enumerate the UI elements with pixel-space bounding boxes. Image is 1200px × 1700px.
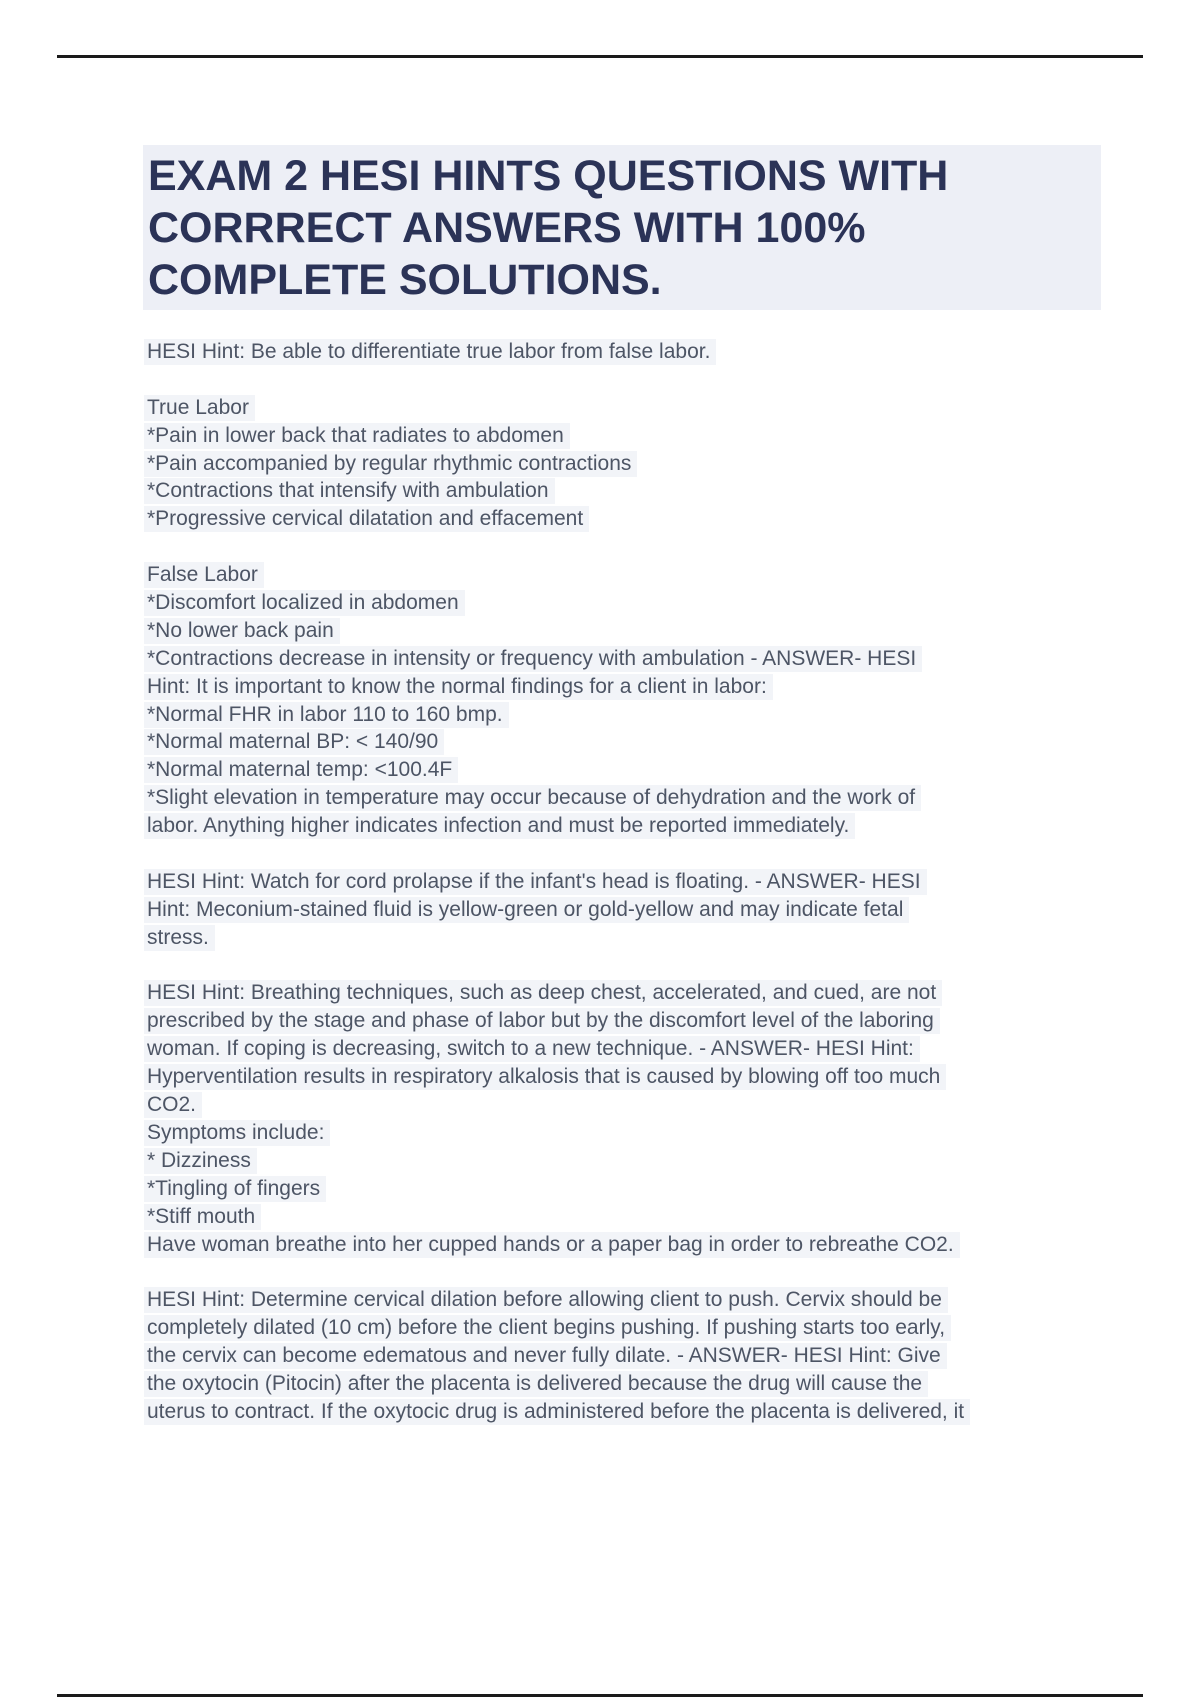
text-line: completely dilated (10 cm) before the client begins pushing. If pushing starts too early,: [144, 1315, 951, 1341]
text-line: the cervix can become edematous and never fully dilate. - ANSWER- HESI Hint: Give: [144, 1343, 947, 1369]
text-line: labor. Anything higher indicates infection and must be reported immediately.: [144, 813, 855, 839]
text-line: Hint: It is important to know the normal findings for a client in labor:: [144, 674, 773, 700]
text-line: prescribed by the stage and phase of labor but by the discomfort level of the laboring: [144, 1008, 940, 1034]
paragraph: [147, 1286, 1137, 1425]
text-line: *Contractions decrease in intensity or frequency with ambulation - ANSWER- HESI: [144, 646, 922, 672]
text-line: Symptoms include:: [144, 1120, 330, 1146]
text-line: woman. If coping is decreasing, switch to a new technique. - ANSWER- HESI Hint:: [144, 1036, 920, 1062]
text-line: True Labor: [144, 395, 255, 421]
text-line: Hint: Meconium-stained fluid is yellow-green or gold-yellow and may indicate fetal: [144, 897, 909, 923]
page-title-line: COMPLETE SOLUTIONS.: [148, 256, 662, 304]
text-line: Have woman breathe into her cupped hands or a paper bag in order to rebreathe CO2.: [144, 1232, 960, 1258]
text-line: *Stiff mouth: [144, 1204, 261, 1230]
text-line: *Contractions that intensify with ambulation: [144, 478, 555, 504]
page-title-line: EXAM 2 HESI HINTS QUESTIONS WITH: [148, 152, 949, 200]
paragraph: [147, 394, 1137, 533]
text-line: CO2.: [144, 1092, 202, 1118]
text-line: *Normal FHR in labor 110 to 160 bmp.: [144, 702, 509, 728]
top-rule: [57, 55, 1143, 58]
text-line: uterus to contract. If the oxytocic drug is administered before the placenta is delivered, it: [144, 1399, 970, 1425]
paragraph: [147, 868, 1137, 952]
text-line: False Labor: [144, 562, 264, 588]
text-line: *Normal maternal BP: < 140/90: [144, 729, 444, 755]
text-line: stress.: [144, 925, 215, 951]
text-line: *Tingling of fingers: [144, 1176, 326, 1202]
text-line: * Dizziness: [144, 1148, 257, 1174]
text-line: HESI Hint: Be able to differentiate true labor from false labor.: [144, 339, 716, 365]
text-line: HESI Hint: Breathing techniques, such as deep chest, accelerated, and cued, are not: [144, 980, 942, 1006]
document-body: [147, 338, 1137, 1426]
page-title-line: CORRRECT ANSWERS WITH 100%: [148, 204, 866, 252]
text-line: *Normal maternal temp: <100.4F: [144, 757, 458, 783]
page-title: [143, 145, 1101, 310]
text-line: *No lower back pain: [144, 618, 340, 644]
text-line: *Discomfort localized in abdomen: [144, 590, 465, 616]
paragraph: [147, 338, 1137, 366]
text-line: *Slight elevation in temperature may occur because of dehydration and the work of: [144, 785, 921, 811]
paragraph: [147, 979, 1137, 1258]
text-line: HESI Hint: Determine cervical dilation before allowing client to push. Cervix should be: [144, 1287, 948, 1313]
text-line: *Pain in lower back that radiates to abdomen: [144, 423, 570, 449]
text-line: *Pain accompanied by regular rhythmic contractions: [144, 451, 637, 477]
text-line: HESI Hint: Watch for cord prolapse if the infant's head is floating. - ANSWER- HESI: [144, 869, 927, 895]
paragraph: [147, 561, 1137, 840]
bottom-rule: [57, 1694, 1143, 1697]
text-line: *Progressive cervical dilatation and effacement: [144, 506, 589, 532]
text-line: Hyperventilation results in respiratory alkalosis that is caused by blowing off too much: [144, 1064, 946, 1090]
text-line: the oxytocin (Pitocin) after the placenta is delivered because the drug will cause the: [144, 1371, 928, 1397]
